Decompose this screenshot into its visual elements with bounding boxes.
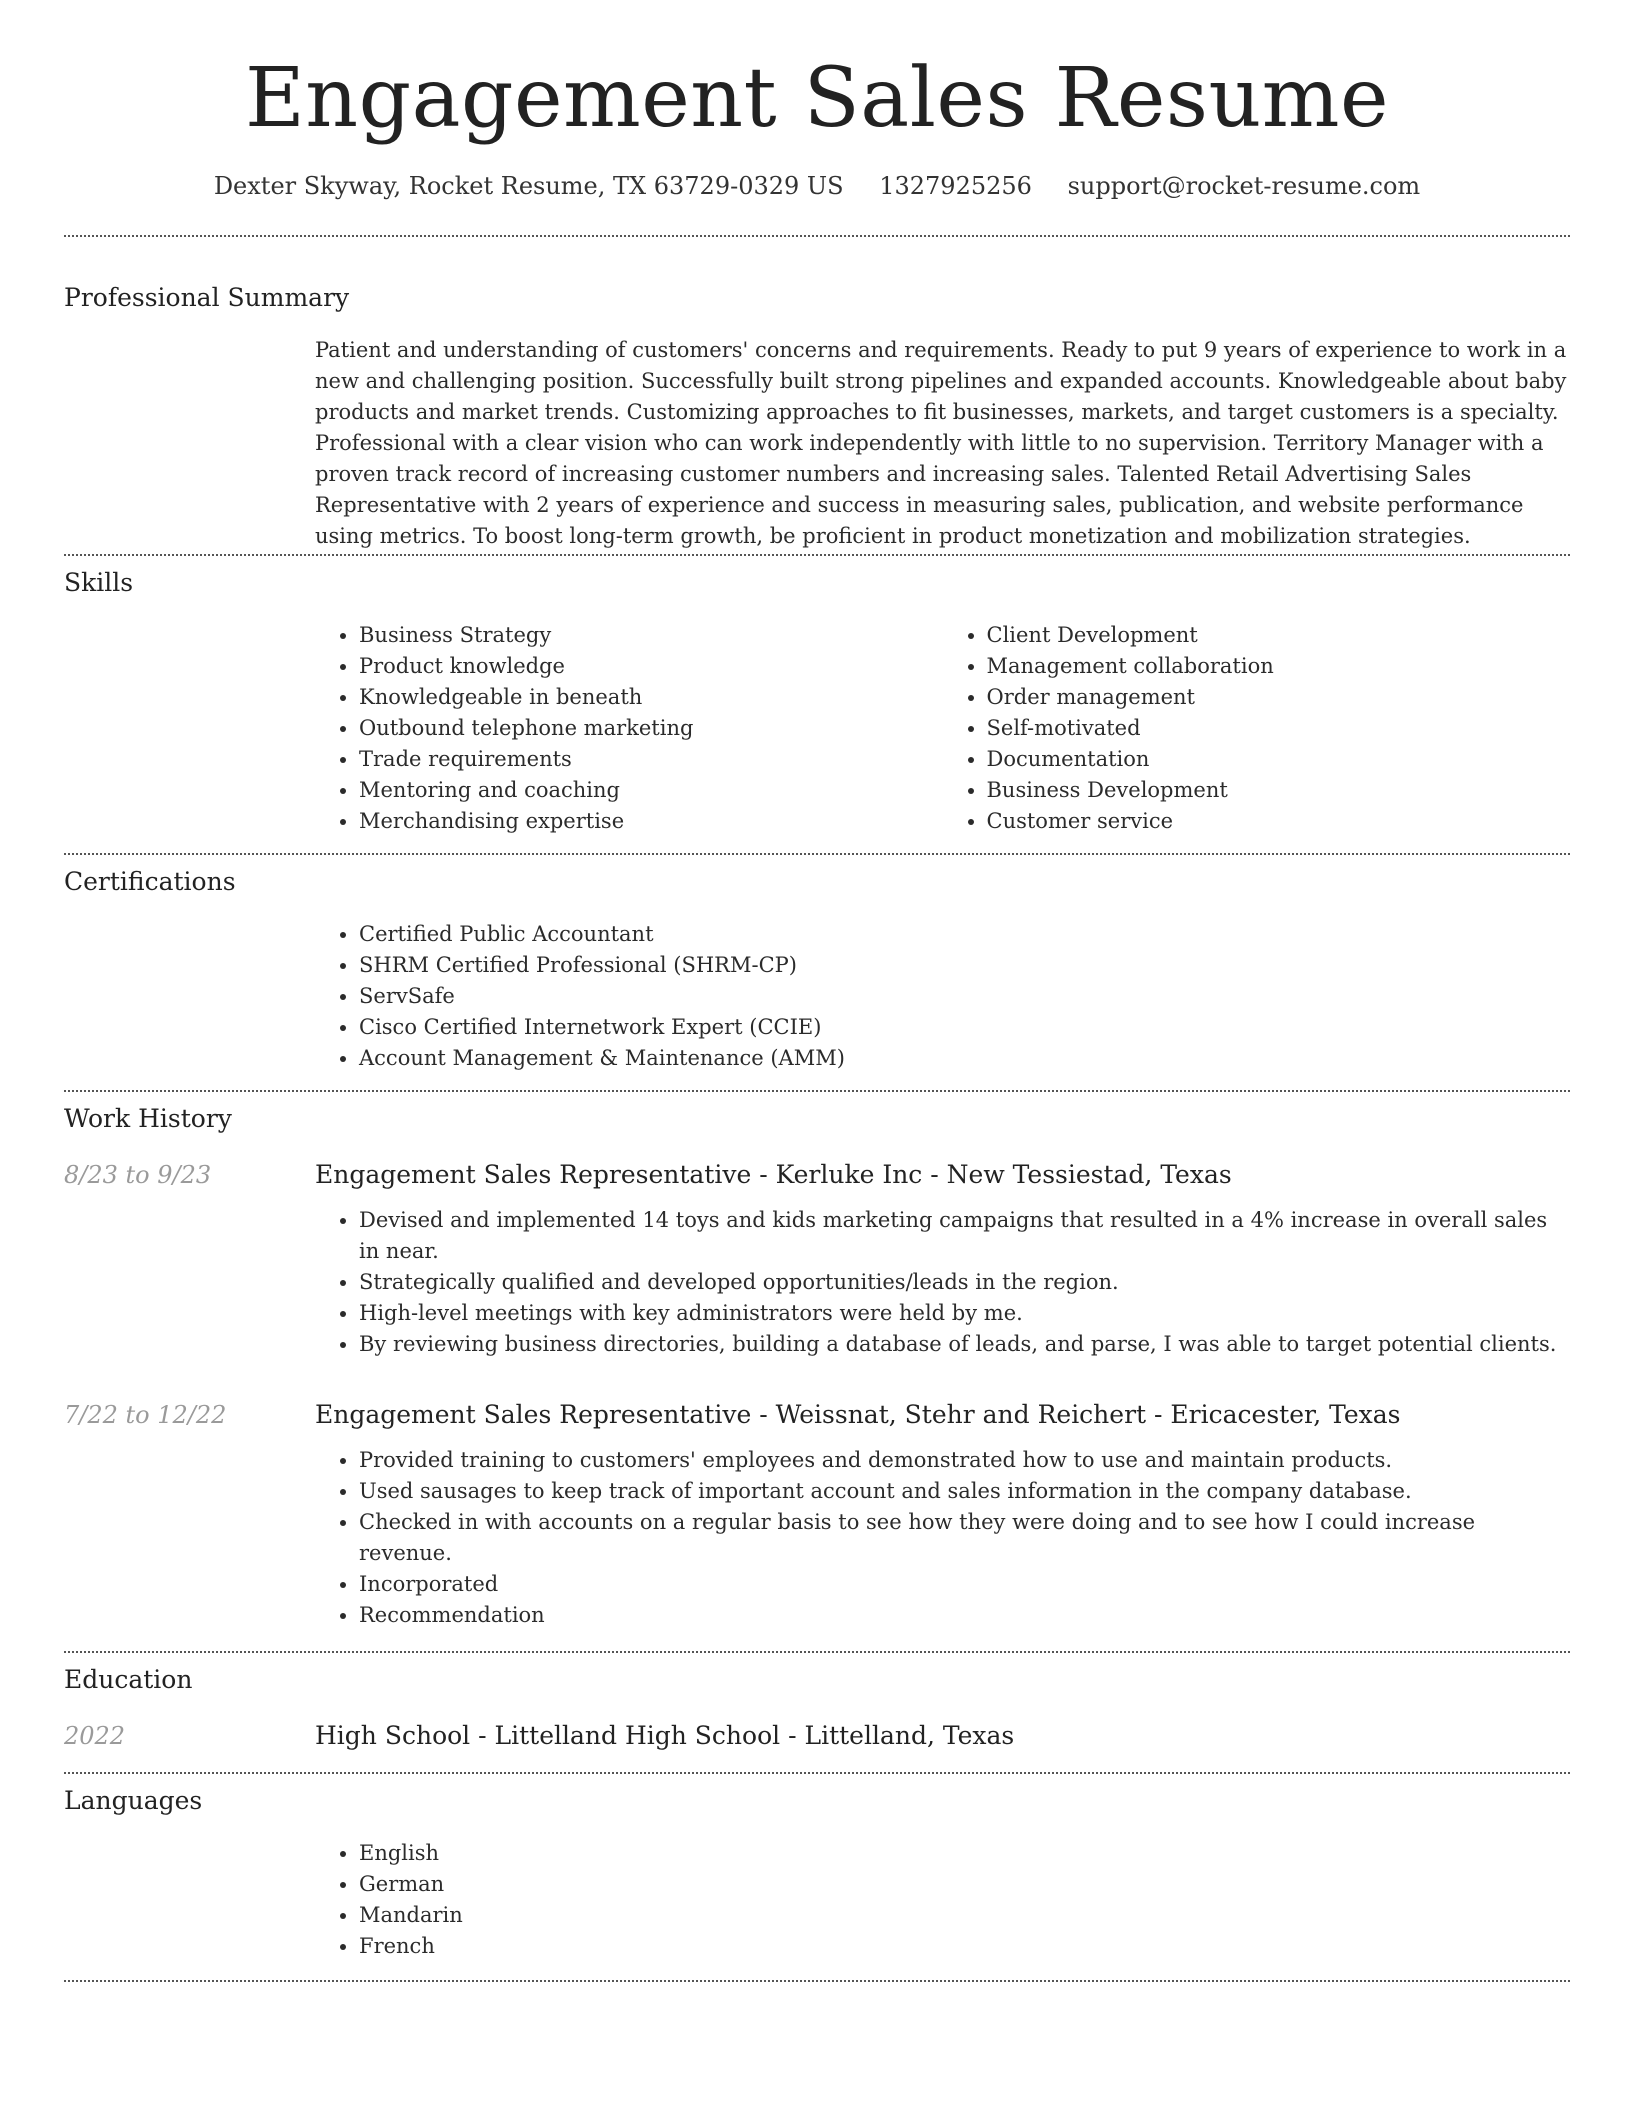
languages-content — [315, 1838, 1570, 1962]
skill-item: • Knowledgeable in beneath — [359, 682, 943, 713]
work-history-section — [64, 1092, 1570, 1631]
skill-item: • Mentoring and coaching — [359, 775, 943, 806]
job-bullet: • Provided training to customers' employees and demonstrated how to use and maintain products. — [359, 1445, 1570, 1476]
job-title: Engagement Sales Representative - Kerluke Inc - New Tessiestad, Texas — [315, 1160, 1232, 1190]
summary-heading: Professional Summary — [64, 283, 350, 313]
skill-item: • Business Strategy — [359, 620, 943, 651]
certification-item: • Certified Public Accountant — [359, 919, 1570, 950]
education-heading: Education — [64, 1665, 193, 1695]
language-item: • French — [359, 1931, 1570, 1962]
language-item: • Mandarin — [359, 1900, 1570, 1931]
certifications-content — [315, 919, 1570, 1074]
job-bullet: • Checked in with accounts on a regular basis to see how they were doing and to see how I could increase revenue. — [359, 1507, 1570, 1569]
job-bullet: • Used sausages to keep track of important account and sales information in the company database. — [359, 1476, 1570, 1507]
education-year: 2022 — [64, 1722, 126, 1751]
skill-item: • Management collaboration — [987, 651, 1571, 682]
job-details — [315, 1445, 1570, 1631]
skills-list-left — [315, 620, 943, 837]
resume-title: Engagement Sales Resume — [244, 51, 1390, 146]
education-section — [64, 1653, 1570, 1750]
languages-heading: Languages — [64, 1786, 203, 1816]
job-bullets — [315, 1205, 1570, 1360]
summary-content — [315, 335, 1570, 552]
job-title: Engagement Sales Representative - Weissnat, Stehr and Reichert - Ericacester, Texas — [315, 1400, 1401, 1430]
skill-item: • Documentation — [987, 744, 1571, 775]
language-item: • German — [359, 1869, 1570, 1900]
skill-item: • Client Development — [987, 620, 1571, 651]
work-history-heading: Work History — [64, 1104, 232, 1134]
job-bullet: • Incorporated — [359, 1569, 1570, 1600]
job-bullet: • Recommendation — [359, 1600, 1570, 1631]
languages-list — [315, 1838, 1570, 1962]
certification-item: • Cisco Certified Internetwork Expert (CCIE) — [359, 1012, 1570, 1043]
skill-item: • Trade requirements — [359, 744, 943, 775]
job-entry — [64, 1160, 1570, 1360]
job-dates: 8/23 to 9/23 — [64, 1161, 212, 1190]
skills-list-right — [943, 620, 1571, 837]
job-bullet: • High-level meetings with key administrators were held by me. — [359, 1298, 1570, 1329]
contact-address: Dexter Skyway, Rocket Resume, TX 63729-0329 US — [213, 172, 844, 201]
skill-item: • Self-motivated — [987, 713, 1571, 744]
certification-item: • Account Management & Maintenance (AMM) — [359, 1043, 1570, 1074]
section-divider — [64, 1980, 1570, 1982]
contact-email: support@rocket-resume.com — [1067, 172, 1421, 201]
skill-item: • Order management — [987, 682, 1571, 713]
job-bullet: • Strategically qualified and developed opportunities/leads in the region. — [359, 1267, 1570, 1298]
languages-section — [64, 1774, 1570, 1962]
certification-item: • ServSafe — [359, 981, 1570, 1012]
job-bullet: • By reviewing business directories, building a database of leads, and parse, I was able to target potential clients. — [359, 1329, 1570, 1360]
contact-line — [64, 172, 1570, 201]
language-item: • English — [359, 1838, 1570, 1869]
contact-phone: 1327925256 — [879, 172, 1032, 201]
job-bullet: • Devised and implemented 14 toys and kids marketing campaigns that resulted in a 4% increase in overall sales in near. — [359, 1205, 1570, 1267]
skill-item: • Customer service — [987, 806, 1571, 837]
job-header — [64, 1160, 1570, 1189]
skills-heading: Skills — [64, 568, 134, 598]
skill-item: • Business Development — [987, 775, 1571, 806]
skill-item: • Merchandising expertise — [359, 806, 943, 837]
skill-item: • Product knowledge — [359, 651, 943, 682]
job-entry — [64, 1400, 1570, 1631]
resume-page — [64, 0, 1570, 1982]
certifications-section — [64, 855, 1570, 1074]
job-dates: 7/22 to 12/22 — [64, 1401, 227, 1430]
education-title: High School - Littelland High School - Littelland, Texas — [315, 1721, 1015, 1751]
skill-item: • Outbound telephone marketing — [359, 713, 943, 744]
education-entry — [64, 1721, 1570, 1750]
job-details — [315, 1205, 1570, 1360]
skills-columns — [315, 620, 1570, 837]
job-header — [64, 1400, 1570, 1429]
summary-section — [64, 237, 1570, 552]
certification-item: • SHRM Certified Professional (SHRM-CP) — [359, 950, 1570, 981]
certifications-heading: Certifications — [64, 867, 236, 897]
summary-text: Patient and understanding of customers' concerns and requirements. Ready to put 9 years of experience to work in a new and challenging position. Successfully built strong pipelines and expanded accounts. Knowledgeable about baby products and market trends. Customizing approaches to fit businesses, markets, and target customers is a specialty. Professional with a clear vision who can work independently with little to no supervision. Territory Manager with a proven track record of increasing customer numbers and increasing sales. Talented Retail Advertising Sales Representative with 2 years of experience and success in measuring sales, publication, and website performance using metrics. To boost long-term growth, be proficient in product monetization and mobilization strategies. — [315, 338, 1567, 549]
certifications-list — [315, 919, 1570, 1074]
job-bullets — [315, 1445, 1570, 1631]
skills-section — [64, 556, 1570, 837]
